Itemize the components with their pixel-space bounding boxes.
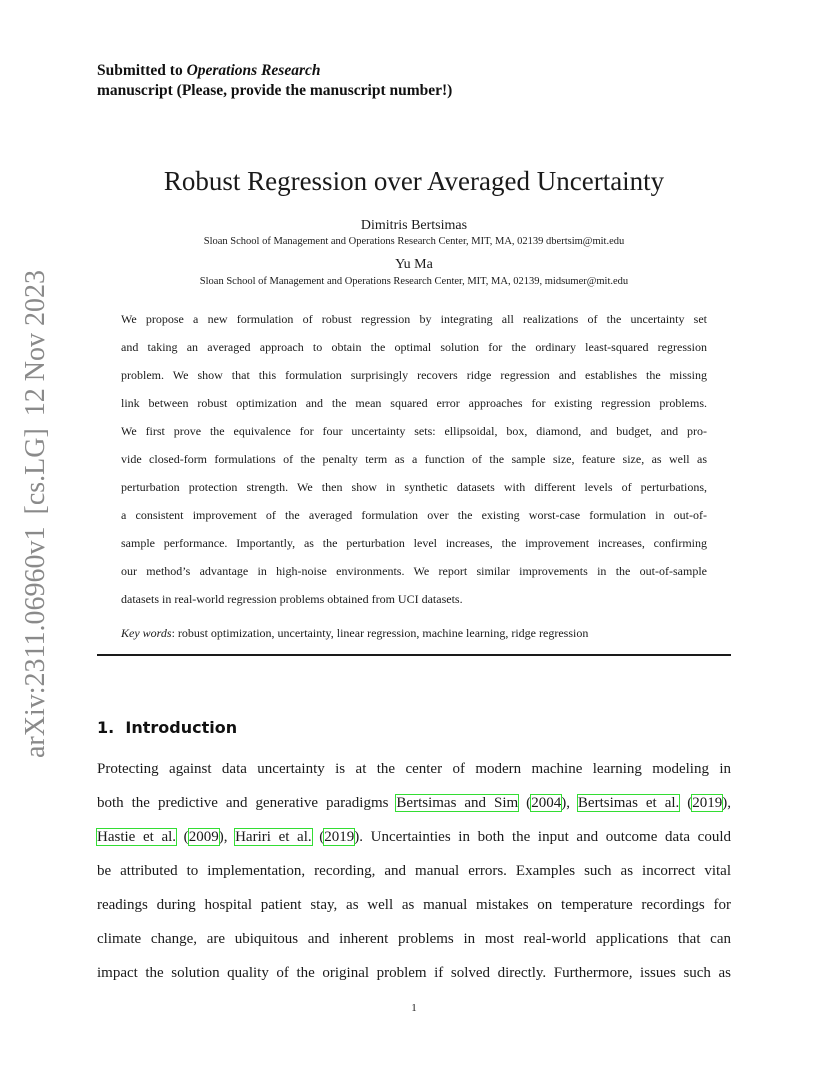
citation-year-link[interactable]: 2004 — [531, 795, 562, 811]
keywords — [121, 626, 588, 641]
citation-year-link[interactable]: 2009 — [188, 829, 219, 845]
journal-name: Operations Research — [186, 62, 321, 79]
arxiv-stamp — [20, 258, 52, 758]
abstract-line: link between robust optimization and the mean squared error approaches for existing regression problems. — [121, 396, 707, 410]
abstract-line: a consistent improvement of the averaged formulation over the existing worst-case formulation in out-of- — [121, 508, 707, 522]
citation-link[interactable]: Bertsimas and Sim — [396, 795, 519, 811]
abstract-line: vide closed-form formulations of the penalty term as a function of the sample size, feature size, as well as — [121, 452, 707, 466]
submitted-prefix: Submitted to — [97, 62, 187, 79]
section-number: 1. — [97, 718, 115, 737]
arxiv-date: 12 Nov 2023 — [20, 269, 51, 417]
body-line: impact the solution quality of the original problem if solved directly. Furthermore, issues such as — [97, 965, 731, 981]
body-text: , — [223, 829, 236, 845]
body-line: be attributed to implementation, recording, and manual errors. Examples such as incorrect vital — [97, 863, 731, 879]
arxiv-category: [cs.LG] — [20, 428, 51, 515]
keywords-list: : robust optimization, uncertainty, linear regression, machine learning, ridge regression — [171, 626, 589, 640]
citation-year-link[interactable]: 2019 — [692, 795, 723, 811]
body-line: Hastie et al. (2009), Hariri et al. (2019). Uncertainties in both the input and outcome data could — [97, 829, 731, 845]
section-title: Introduction — [125, 718, 238, 737]
body-line: readings during hospital patient stay, as well as manual mistakes on temperature recordings for — [97, 897, 731, 913]
arxiv-id: arXiv:2311.06960v1 — [20, 526, 51, 758]
citation-link[interactable]: Hastie et al. — [97, 829, 177, 845]
author-affiliation: Sloan School of Management and Operations Research Center, MIT, MA, 02139, midsumer@mit.edu — [199, 276, 629, 287]
manuscript-line: manuscript (Please, provide the manuscript number!) — [97, 82, 453, 99]
author-affiliation: Sloan School of Management and Operations Research Center, MIT, MA, 02139 dbertsim@mit.edu — [203, 236, 625, 247]
body-text: , — [727, 795, 732, 811]
citation-year-link[interactable]: 2019 — [324, 829, 355, 845]
abstract-line: perturbation protection strength. We then show in synthetic datasets with different levels of perturbations, — [121, 480, 707, 494]
citation-link[interactable]: Hariri et al. — [235, 829, 312, 845]
body-text: both the predictive and generative paradigms — [97, 795, 397, 811]
abstract-line: datasets in real-world regression problems obtained from UCI datasets. — [121, 592, 463, 606]
citation-link[interactable]: Bertsimas et al. — [577, 795, 680, 811]
abstract-line: and taking an averaged approach to obtain the optimal solution for the ordinary least-squared regression — [121, 340, 707, 354]
section-heading — [97, 718, 237, 737]
abstract-line: our method’s advantage in high-noise environments. We report similar improvements in the out-of-sample — [121, 564, 707, 578]
author-name: Yu Ma — [395, 257, 433, 272]
page-number: 1 — [411, 1002, 417, 1014]
abstract-line: We first prove the equivalence for four uncertainty sets: ellipsoidal, box, diamond, and budget, and pro- — [121, 424, 707, 438]
keywords-label: Key words — [121, 626, 172, 640]
body-line: Protecting against data uncertainty is at the center of modern machine learning modeling in — [97, 761, 731, 777]
paper-title: Robust Regression over Averaged Uncertainty — [163, 166, 665, 196]
body-line: both the predictive and generative paradigms Bertsimas and Sim (2004), Bertsimas et al. (2019), — [97, 795, 732, 811]
body-text: , — [566, 795, 578, 811]
abstract-line: problem. We show that this formulation surprisingly recovers ridge regression and establishes the missing — [121, 368, 707, 382]
submission-header — [97, 62, 321, 80]
author-name: Dimitris Bertsimas — [360, 218, 468, 233]
body-text: . Uncertainties in both the input and outcome data could — [359, 829, 731, 845]
body-line: climate change, are ubiquitous and inherent problems in most real-world applications that can — [97, 931, 731, 947]
abstract-line: We propose a new formulation of robust regression by integrating all realizations of the uncertainty set — [121, 312, 707, 326]
section-divider — [97, 654, 731, 656]
abstract-line: sample performance. Importantly, as the perturbation level increases, the improvement increases, confirming — [121, 536, 707, 550]
